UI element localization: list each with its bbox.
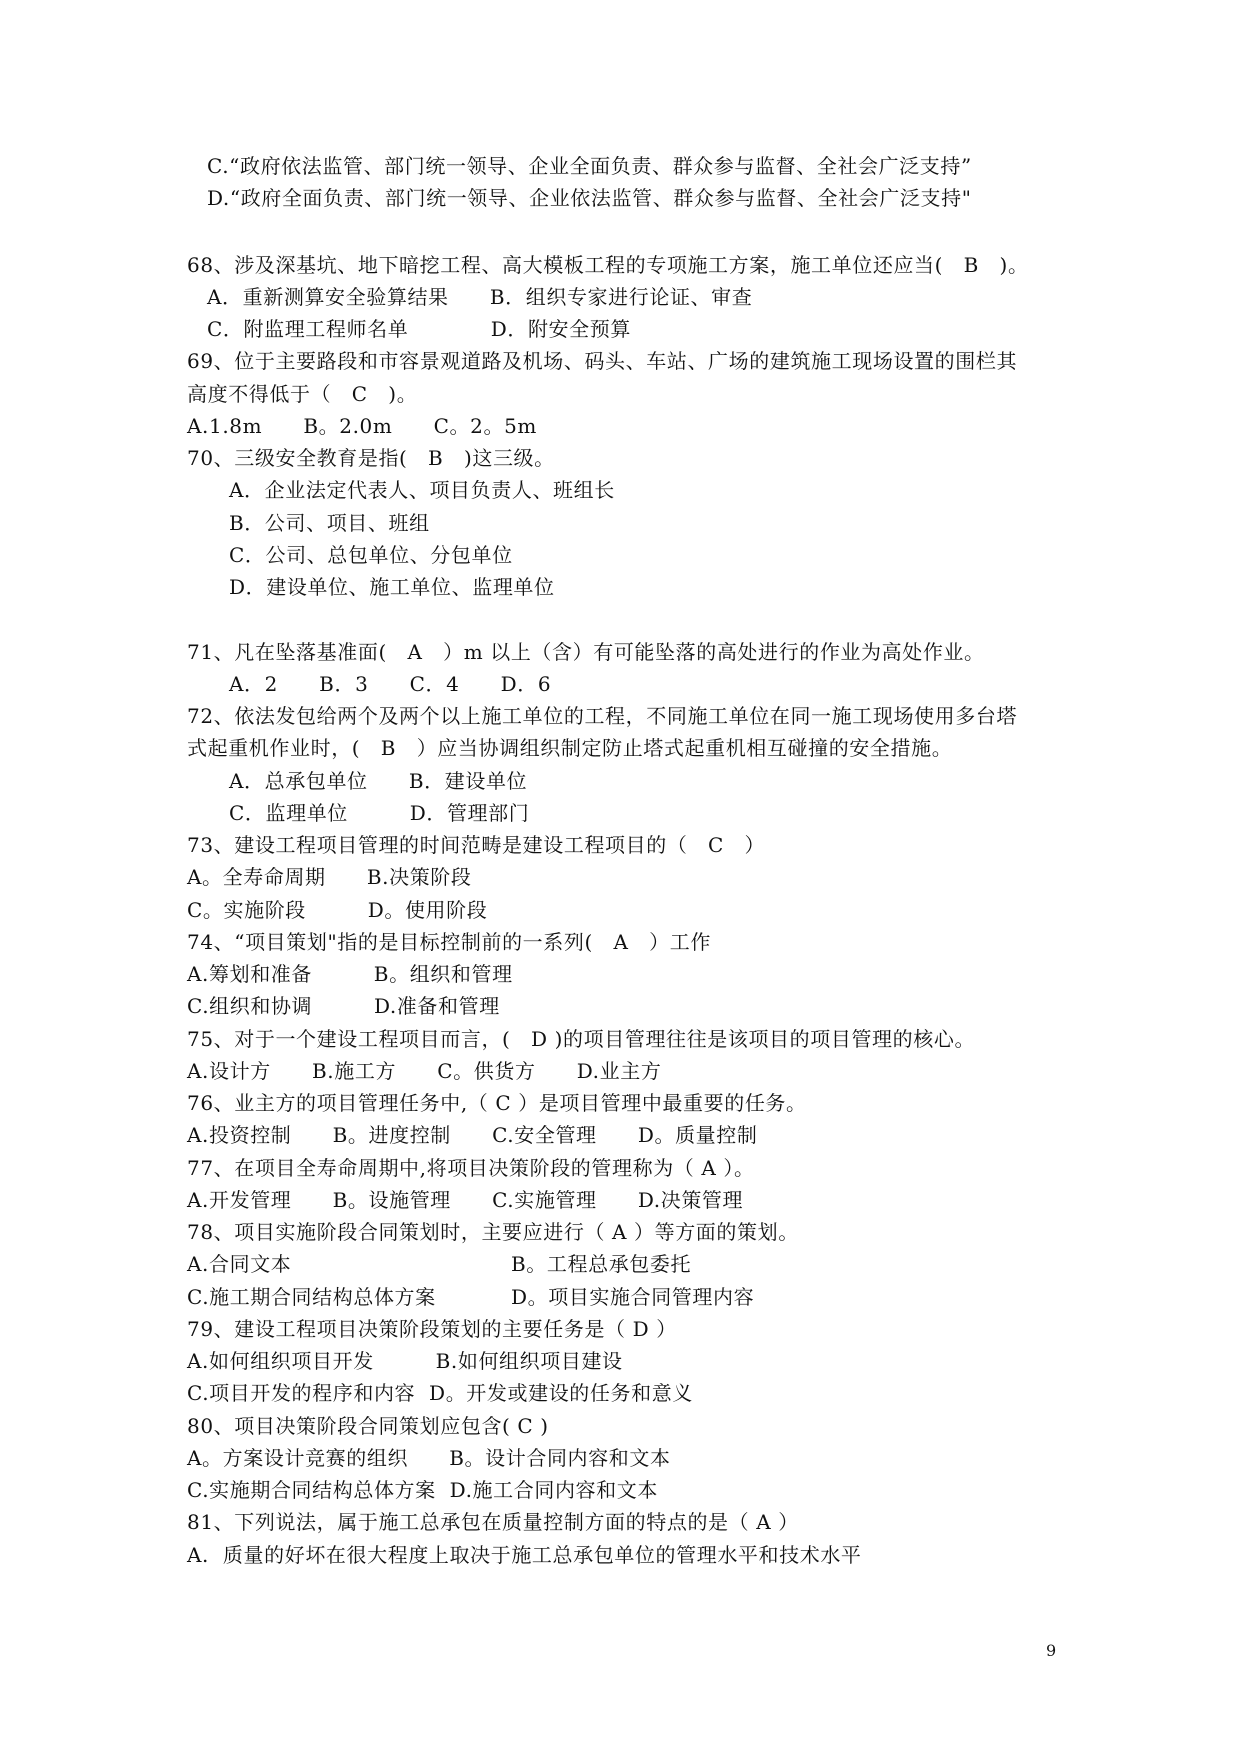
text-line: A.1.8m B。2.0m C。2。5m xyxy=(187,414,537,438)
text-line: 74、“项目策划"指的是目标控制前的一系列( A ）工作 xyxy=(187,930,711,954)
text-line: C．监理单位 D．管理部门 xyxy=(229,801,530,825)
text-line: A.投资控制 B。进度控制 C.安全管理 D。质量控制 xyxy=(187,1123,758,1147)
text-line: B．公司、项目、班组 xyxy=(229,511,430,535)
text-line: C．公司、总包单位、分包单位 xyxy=(229,543,513,567)
text-line: 78、项目实施阶段合同策划时，主要应进行（ A ）等方面的策划。 xyxy=(187,1220,799,1244)
text-line: A。方案设计竞赛的组织 B。设计合同内容和文本 xyxy=(187,1446,671,1470)
text-line: 式起重机作业时，( B ）应当协调组织制定防止塔式起重机相互碰撞的安全措施。 xyxy=(187,736,953,760)
text-line: 70、三级安全教育是指( B )这三级。 xyxy=(187,446,555,470)
text-line: A．重新测算安全验算结果 B．组织专家进行论证、审查 xyxy=(207,285,753,309)
text-line: D.“政府全面负责、部门统一领导、企业依法监管、群众参与监督、全社会广泛支持" xyxy=(207,186,972,210)
text-line: 76、业主方的项目管理任务中,（ C ）是项目管理中最重要的任务。 xyxy=(187,1091,807,1115)
text-line: A．总承包单位 B．建设单位 xyxy=(229,769,528,793)
text-line: C．附监理工程师名单 D．附安全预算 xyxy=(207,317,631,341)
text-line: 69、位于主要路段和市容景观道路及机场、码头、车站、广场的建筑施工现场设置的围栏其 xyxy=(187,349,1018,373)
text-line: 77、在项目全寿命周期中,将项目决策阶段的管理称为（ A ）。 xyxy=(187,1156,755,1180)
text-line: 80、项目决策阶段合同策划应包含( C ) xyxy=(187,1414,549,1438)
text-line: C.“政府依法监管、部门统一领导、企业全面负责、群众参与监督、全社会广泛支持” xyxy=(207,154,972,178)
text-line: A.设计方 B.施工方 C。供货方 D.业主方 xyxy=(187,1059,662,1083)
text-line: A. 质量的好坏在很大程度上取决于施工总承包单位的管理水平和技术水平 xyxy=(187,1543,862,1567)
text-line: 72、依法发包给两个及两个以上施工单位的工程，不同施工单位在同一施工现场使用多台塔 xyxy=(187,704,1018,728)
text-line: A．企业法定代表人、项目负责人、班组长 xyxy=(229,478,615,502)
text-line: A.筹划和准备 B。组织和管理 xyxy=(187,962,513,986)
text-line: 75、对于一个建设工程项目而言，( D )的项目管理往往是该项目的项目管理的核心。 xyxy=(187,1027,976,1051)
text-line: A.如何组织项目开发 B.如何组织项目建设 xyxy=(187,1349,623,1373)
text-line: 高度不得低于（ C )。 xyxy=(187,382,418,406)
text-line: D。项目实施合同管理内容 xyxy=(511,1285,755,1309)
text-line: D．建设单位、施工单位、监理单位 xyxy=(229,575,555,599)
text-line: A。全寿命周期 B.决策阶段 xyxy=(187,865,472,889)
text-line: A．2 B．3 C．4 D．6 xyxy=(229,672,552,696)
text-line: B。工程总承包委托 xyxy=(511,1252,692,1276)
text-line: 71、凡在坠落基准面( A ）m 以上（含）有可能坠落的高处进行的作业为高处作业。 xyxy=(187,640,985,664)
text-line: C.施工期合同结构总体方案 xyxy=(187,1285,436,1309)
text-line: C.项目开发的程序和内容 D。开发或建设的任务和意义 xyxy=(187,1381,693,1405)
text-line: 79、建设工程项目决策阶段策划的主要任务是（ D ） xyxy=(187,1317,677,1341)
text-line: C.组织和协调 D.准备和管理 xyxy=(187,994,500,1018)
page-number: 9 xyxy=(1046,1641,1057,1660)
text-line: 81、下列说法，属于施工总承包在质量控制方面的特点的是（ A ） xyxy=(187,1510,799,1534)
text-line: A.开发管理 B。设施管理 C.实施管理 D.决策管理 xyxy=(187,1188,744,1212)
text-line: C.实施期合同结构总体方案 D.施工合同内容和文本 xyxy=(187,1478,658,1502)
text-line: 68、涉及深基坑、地下暗挖工程、高大模板工程的专项施工方案，施工单位还应当( B )。 xyxy=(187,253,1029,277)
text-line: 73、建设工程项目管理的时间范畴是建设工程项目的（ C ） xyxy=(187,833,766,857)
text-line: A.合同文本 xyxy=(187,1252,292,1276)
text-line: C。实施阶段 D。使用阶段 xyxy=(187,898,488,922)
